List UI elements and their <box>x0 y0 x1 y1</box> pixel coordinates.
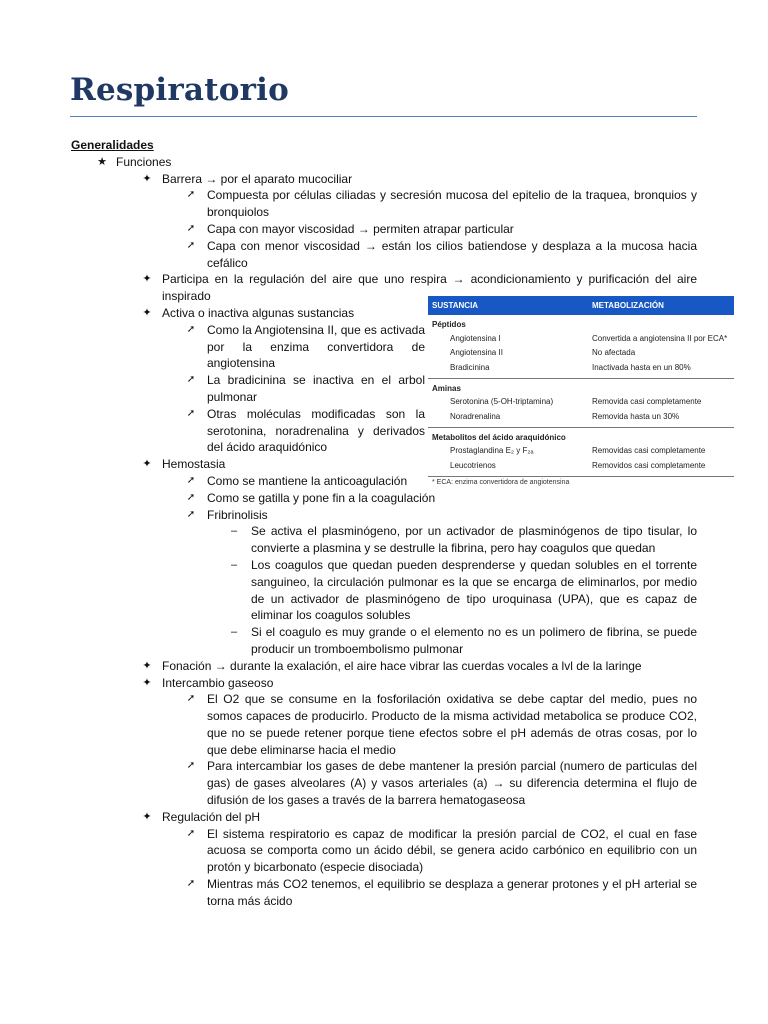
list-item-participa: ✦ Participa en la regulación del aire que uno respira → acondicionamiento y purificación del aire inspirado <box>162 271 697 305</box>
metabolism-table <box>428 296 734 486</box>
list-item: – Los coagulos que quedan pueden desprenderse y quedan solubles en el torrente sanguineo, la circulación pulmonar es la que se encarga de eliminarlos, por medio de un activador de plasminógeno de tipo uroquinasa (UPA), que es capaz de eliminar los coagulos solubles <box>251 557 697 624</box>
table-row: Prostaglandina E₂ y F₂ₐ Removidas casi completamente <box>450 446 706 456</box>
arrow-icon: ➚ <box>186 222 196 234</box>
table-row: Angiotensina I Convertida a angiotensina II por ECA* <box>450 333 728 343</box>
cross-icon: ✦ <box>142 458 152 471</box>
page-title: Respiratorio <box>70 72 289 108</box>
arrow-icon: ➚ <box>186 239 196 251</box>
arrow-icon: ➚ <box>186 827 196 839</box>
arrow-icon: ➚ <box>186 474 196 486</box>
list-item-regulacion: ✦ Regulación del pH <box>162 809 697 826</box>
list-item: ➚ Capa con menor viscosidad → están los cilios batiendose y desplaza a la mucosa hacia cefálico <box>207 238 697 272</box>
list-item: ➚ Como la Angiotensina II, que es activada por la enzima convertidora de angiotensina <box>207 322 425 372</box>
list-item: ➚ Fribrinolisis <box>207 507 697 524</box>
table-group-title: Metabolitos del ácido araquidónico <box>432 432 566 442</box>
list-item: ➚ Como se gatilla y pone fin a la coagulación <box>207 490 697 507</box>
list-item-intercambio: ✦ Intercambio gaseoso <box>162 675 697 692</box>
section-heading: Generalidades <box>71 138 154 152</box>
cross-icon: ✦ <box>142 273 152 286</box>
list-item-fonacion: ✦ Fonación → durante la exalación, el aire hace vibrar las cuerdas vocales a lvl de la laringe <box>162 658 697 675</box>
document-body <box>0 137 768 910</box>
table-row: Bradicinina Inactivada hasta en un 80% <box>450 362 691 372</box>
list-item: ➚ Otras moléculas modificadas son la serotonina, noradrenalina y derivados del ácido araquidónico <box>207 406 425 456</box>
cross-icon: ✦ <box>142 810 152 823</box>
table-header-cell: METABOLIZACIÓN <box>592 301 664 310</box>
table-header <box>428 296 734 315</box>
dash-icon: – <box>230 626 238 639</box>
table-header-cell: SUSTANCIA <box>432 301 479 310</box>
list-item: ➚ Como se mantiene la anticoagulación <box>207 473 697 490</box>
arrow-icon: ➚ <box>186 760 196 772</box>
cross-icon: ✦ <box>142 306 152 319</box>
arrow-icon: ➚ <box>186 491 196 503</box>
list-item: ➚ Compuesta por células ciliadas y secresión mucosa del epitelio de la traquea, bronquios y bronquiolos <box>207 187 697 221</box>
arrow-icon: ➚ <box>186 407 196 419</box>
list-item-activa: ✦ Activa o inactiva algunas sustancias <box>162 305 697 322</box>
table-row: Leucotrienos Removidos casi completamente <box>450 460 706 470</box>
cross-icon: ✦ <box>142 172 152 185</box>
arrow-icon: ➚ <box>186 323 196 335</box>
dash-icon: – <box>230 525 238 538</box>
table-row: Noradrenalina Removida hasta un 30% <box>450 411 680 421</box>
cross-icon: ✦ <box>142 676 152 689</box>
list-item-barrera: ✦ Barrera → por el aparato mucociliar <box>162 171 697 188</box>
table-row: Serotonina (5-OH-triptamina) Removida casi completamente <box>450 397 702 407</box>
table-footnote: * ECA: enzima convertidora de angiotensina <box>432 478 570 486</box>
list-item-funciones: ★ Funciones <box>116 154 697 171</box>
list-item: ➚ Para intercambiar los gases de debe mantener la presión parcial (numero de particulas del gas) de gases alveolares (A) y vasos arteriales (a) → su diferencia determina el flujo de difusión de los gases a través de la barrera hematogaseosa <box>207 758 697 808</box>
arrow-icon: ➚ <box>186 878 196 890</box>
list-item: ➚ Capa con mayor viscosidad → permiten atrapar particular <box>207 221 697 238</box>
list-item: – Se activa el plasminógeno, por un activador de plasminógenos de tipo tisular, lo convierte a plasmina y se destrulle la fibrina, pero hay coagulos que quedan <box>251 523 697 557</box>
arrow-icon: ➚ <box>186 189 196 201</box>
table-group-title: Péptidos <box>432 320 466 329</box>
list-item-hemostasia: ✦ Hemostasia <box>162 456 697 473</box>
list-item: ➚ La bradicinina se inactiva en el arbol pulmonar <box>207 372 425 406</box>
arrow-icon: ➚ <box>186 508 196 520</box>
list-item: ➚ Mientras más CO2 tenemos, el equilibrio se desplaza a generar protones y el pH arterial se torna más ácido <box>207 876 697 910</box>
list-item: – Si el coagulo es muy grande o el elemento no es un polimero de fibrina, se puede producir un tromboembolismo pulmonar <box>251 624 697 658</box>
title-divider <box>70 116 697 117</box>
list-item: ➚ El sistema respiratorio es capaz de modificar la presión parcial de CO2, el cual en fase acuosa se comporta como un ácido débil, se genera acido carbónico en equilibrio con un protón y bicarbonato (especie disociada) <box>207 826 697 876</box>
arrow-icon: ➚ <box>186 374 196 386</box>
arrow-icon: ➚ <box>186 693 196 705</box>
table-row: Angiotensina II No afectada <box>450 348 636 358</box>
list-item: ➚ El O2 que se consume en la fosforilación oxidativa se debe captar del medio, pues no somos capaces de producirlo. Producto de la misma actividad metabolica se produce CO2, que no se puede retener porque tiene efectos sobre el pH además de otras cosas, por lo que debe eliminarse hacia el medio <box>207 691 697 758</box>
table-group-title: Aminas <box>432 383 461 393</box>
dash-icon: – <box>230 558 238 571</box>
star-icon: ★ <box>97 155 107 168</box>
cross-icon: ✦ <box>142 659 152 672</box>
